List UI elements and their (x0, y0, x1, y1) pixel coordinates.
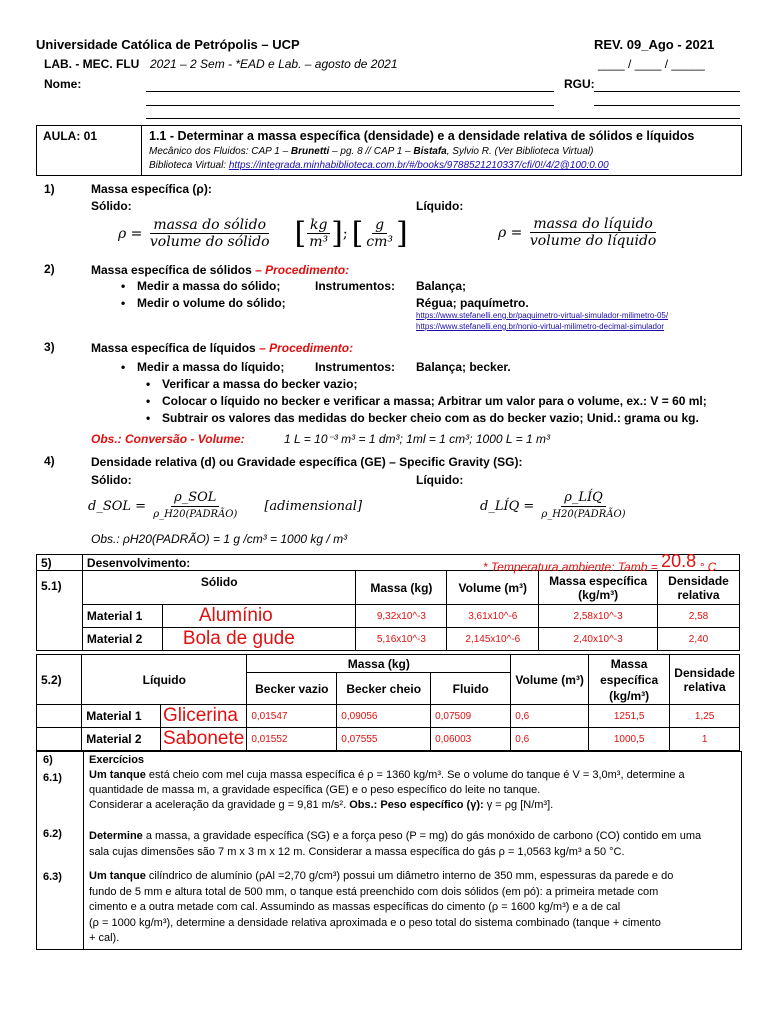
liquid-name: Glicerina (160, 705, 246, 728)
rgu-line-2 (594, 105, 740, 106)
header-densidade: Densidade relativa (658, 571, 740, 605)
cell-becker-cheio: 0,07555 (337, 728, 431, 751)
section-3-sub-2: • Colocar o líquido no becker e verificar a massa; Arbitrar um valor para o volume, ex.: V = 60 ml; (162, 394, 707, 408)
table-row (37, 728, 740, 751)
formula-dliq: d_LÍQ = $\frac{\text{ρ\_LÍQ}}{\text{ρ\_H20(PADRÃO)}}$ (480, 490, 626, 520)
section-2-item-1: • Medir a massa do sólido; (137, 279, 280, 293)
header-massa-especifica: Massa específica (kg/m³) (539, 571, 658, 605)
cell-volume: 2,145x10^-6 (447, 628, 539, 651)
table-row (37, 605, 740, 628)
exercise-1-text: Um tanque está cheio com mel cuja massa específica é ρ = 1360 kg/m³. Se o volume do tanque é V = 3,0m³, determine a quantidade de massa m, a gravidade específica (GE) e o peso específico do leite no tanque. Considerar a aceleração da gravidade g = 9,81 m/s². Obs.: Peso específico (γ): γ = ρg [N/m³]. (89, 769, 685, 811)
row-label: Material 2 (82, 628, 162, 651)
section-3-title: Massa específica de líquidos – Procedimento: (91, 341, 354, 355)
cell-fluido: 0,06003 (431, 728, 511, 751)
header-becker-vazio: Becker vazio (247, 673, 337, 705)
name-line-2 (146, 105, 554, 106)
cell-densidade: 1,25 (670, 705, 740, 728)
section-4-solid: Sólido: (91, 473, 132, 487)
section-6-title: Exercícios (89, 754, 145, 766)
header-volume: Volume (m³) (447, 571, 539, 605)
section-2-num: 2) (44, 262, 55, 276)
cell-volume: 3,61x10^-6 (447, 605, 539, 628)
cell-densidade: 1 (670, 728, 740, 751)
section-1-num: 1) (44, 182, 55, 196)
cell-massa-especifica: 2,58x10^-3 (539, 605, 658, 628)
section-6-num: 6) (43, 754, 53, 766)
exercise-2-text: Determine a massa, a gravidade específica (SG) e a força peso (P = mg) do gás monóxido de carbono (CO) contido em uma sala cujas dimensões são 7 m x 3 m x 12 m. Considerar a massa específica do gás ρ = 1,0563 kg/m³ a 50 °C. (89, 830, 702, 858)
temperature-label: * Temperatura ambiente: Tamb = 20.8 ° C (482, 551, 717, 574)
obs-rho-water: Obs.: ρH20(PADRÃO) = 1 g /cm³ = 1000 kg / m³ (91, 532, 348, 546)
cell-densidade: 2,58 (658, 605, 740, 628)
header-becker-cheio: Becker cheio (337, 673, 431, 705)
row-label: Material 2 (82, 728, 161, 751)
name-line-3 (146, 118, 740, 119)
lab-label: LAB. - MEC. FLU (44, 57, 140, 71)
table-1-num: 5.1) (37, 571, 83, 651)
cell-densidade: 2,40 (658, 628, 740, 651)
section-1-liquid: Líquido: (416, 199, 464, 213)
name-label: Nome: (44, 77, 82, 91)
nonio-link[interactable]: https://www.stefanelli.eng.br/nonio-virtual-milimetro-decimal-simulador (416, 322, 665, 331)
paquimetro-link[interactable]: https://www.stefanelli.eng.br/paquimetro-virtual-simulador-milimetro-05/ (416, 311, 669, 320)
exercise-3-num: 6.3) (43, 871, 62, 883)
exercise-3-text: Um tanque cilíndrico de alumínio (ρAl =2,70 g/cm³) possui um diâmetro interno de 350 mm, espessuras da parede e do fundo de 5 mm e altura total de 500 mm, o tanque está preenchido com dois sólidos (em pó): a primeira metade com cimento e a outra metade com cal. Assumindo as massas específicas do cimento (ρ = 1600 kg/m³) e a de cal (ρ = 1000 kg/m³), determine a densidade relativa aproximada e o peso total do sistema combinado (tanque + cimento + cal). (89, 870, 674, 944)
cell-fluido: 0,07509 (431, 705, 511, 728)
obs-conversion-text: 1 L = 10⁻³ m³ = 1 dm³; 1ml = 1 cm³; 1000 L = 1 m³ (284, 432, 551, 446)
section-3-instr-label: Instrumentos: (315, 360, 396, 374)
header-fluido: Fluido (431, 673, 511, 705)
aula-title: 1.1 - Determinar a massa específica (densidade) e a densidade relativa de sólidos e líquidos (149, 129, 695, 143)
table-solids (36, 551, 740, 651)
biblioteca-link[interactable]: https://integrada.minhabiblioteca.com.br/#/books/9788521210337/cfi/0!/4/2@100:0.00 (228, 160, 609, 171)
section-2-instr-1: Balança; (416, 279, 467, 293)
cell-massa-especifica: 1000,5 (588, 728, 669, 751)
section-2-instr-label: Instrumentos: (315, 279, 396, 293)
exercise-1-num: 6.1) (43, 772, 62, 784)
formula-solid: ρ = $\frac{\text{massa do sólido}}{\text{volume do sólido}}$ [ $\frac{kg}{\text{m³}}$ ] ; [ $\frac{g}{\text{cm³}}$ ] (118, 216, 408, 251)
rgu-line (594, 91, 740, 92)
date-blank: ____ / ____ / _____ (598, 57, 705, 71)
section-3-sub-3: • Subtrair os valores das medidas do becker cheio com as do becker vazio; Unid.: grama ou kg. (162, 411, 699, 425)
table-liquids (36, 654, 740, 751)
biblioteca-virtual: Biblioteca Virtual: https://integrada.minhabiblioteca.com.br/#/books/9788521210337/cfi/0!/4/2@100:0.00 (149, 160, 609, 171)
header-densidade: Densidade relativa (670, 655, 740, 705)
header-massa-group: Massa (kg) (247, 655, 511, 673)
section-1-title: Massa específica (ρ): (91, 182, 212, 196)
cell-becker-vazio: 0,01547 (247, 705, 337, 728)
obs-conversion-label: Obs.: Conversão - Volume: (91, 432, 245, 446)
header-massa: Massa (kg) (356, 571, 447, 605)
exercises-box (36, 751, 742, 950)
aula-box (36, 125, 742, 176)
formula-dsol: d_SOL = $\frac{\text{ρ\_SOL}}{\text{ρ\_H20(PADRÃO)}}$ [adimensional] (88, 490, 363, 520)
revision: REV. 09_Ago - 2021 (594, 37, 715, 52)
section-4-num: 4) (44, 454, 55, 468)
section-2-title: Massa específica de sólidos – Procedimento: (91, 263, 350, 277)
row-label: Material 1 (82, 605, 162, 628)
rgu-label: RGU: (564, 77, 595, 91)
university-name: Universidade Católica de Petrópolis – UCP (36, 37, 300, 52)
header-volume: Volume (m³) (511, 655, 589, 705)
material-name: Bola de gude (162, 628, 356, 651)
row-label: Material 1 (82, 705, 161, 728)
section-1-solid: Sólido: (91, 199, 132, 213)
table-row (37, 705, 740, 728)
cell-becker-vazio: 0,01552 (247, 728, 337, 751)
section-4-title: Densidade relativa (d) ou Gravidade específica (GE) – Specific Gravity (SG): (91, 455, 523, 469)
section-2-item-2: • Medir o volume do sólido; (137, 296, 286, 310)
cell-becker-cheio: 0,09056 (337, 705, 431, 728)
cell-massa-especifica: 2,40x10^-3 (539, 628, 658, 651)
section-2-instr-2: Régua; paquímetro. (416, 296, 529, 310)
table-2-num: 5.2) (37, 655, 82, 705)
section-5-title: Desenvolvimento: (86, 555, 191, 570)
aula-label: AULA: 01 (43, 129, 98, 143)
header-solido: Sólido (82, 571, 356, 605)
material-name: Alumínio (162, 605, 356, 628)
cell-massa: 9,32x10^-3 (356, 605, 447, 628)
section-3-sub-1: • Verificar a massa do becker vazio; (162, 377, 357, 391)
cell-volume: 0,6 (511, 728, 589, 751)
cell-massa-especifica: 1251,5 (588, 705, 669, 728)
section-3-item-1: • Medir a massa do líquido; (137, 360, 284, 374)
cell-massa: 5,16x10^-3 (356, 628, 447, 651)
semester-text: 2021 – 2 Sem - *EAD e Lab. – agosto de 2021 (150, 57, 398, 71)
section-4-liquid: Líquido: (416, 473, 464, 487)
exercise-2-num: 6.2) (43, 828, 62, 840)
formula-liquid: ρ = $\frac{\text{massa do líquido}}{\text{volume do líquido}}$ (498, 216, 657, 249)
section-5-num: 5) (37, 555, 83, 571)
cell-volume: 0,6 (511, 705, 589, 728)
header-liquido: Líquido (82, 655, 247, 705)
table-row (37, 628, 740, 651)
section-3-num: 3) (44, 340, 55, 354)
aula-reference: Mecânico dos Fluidos: CAP 1 – Brunetti – pg. 8 // CAP 1 – Bistafa, Sylvio R. (Ver Biblioteca Virtual) (149, 146, 594, 157)
name-line (146, 91, 554, 92)
temperature-value: 20.8 (661, 551, 697, 571)
section-3-instr-1: Balança; becker. (416, 360, 511, 374)
header-massa-especifica: Massa específica (kg/m³) (588, 655, 669, 705)
liquid-name: Sabonete (160, 728, 246, 751)
